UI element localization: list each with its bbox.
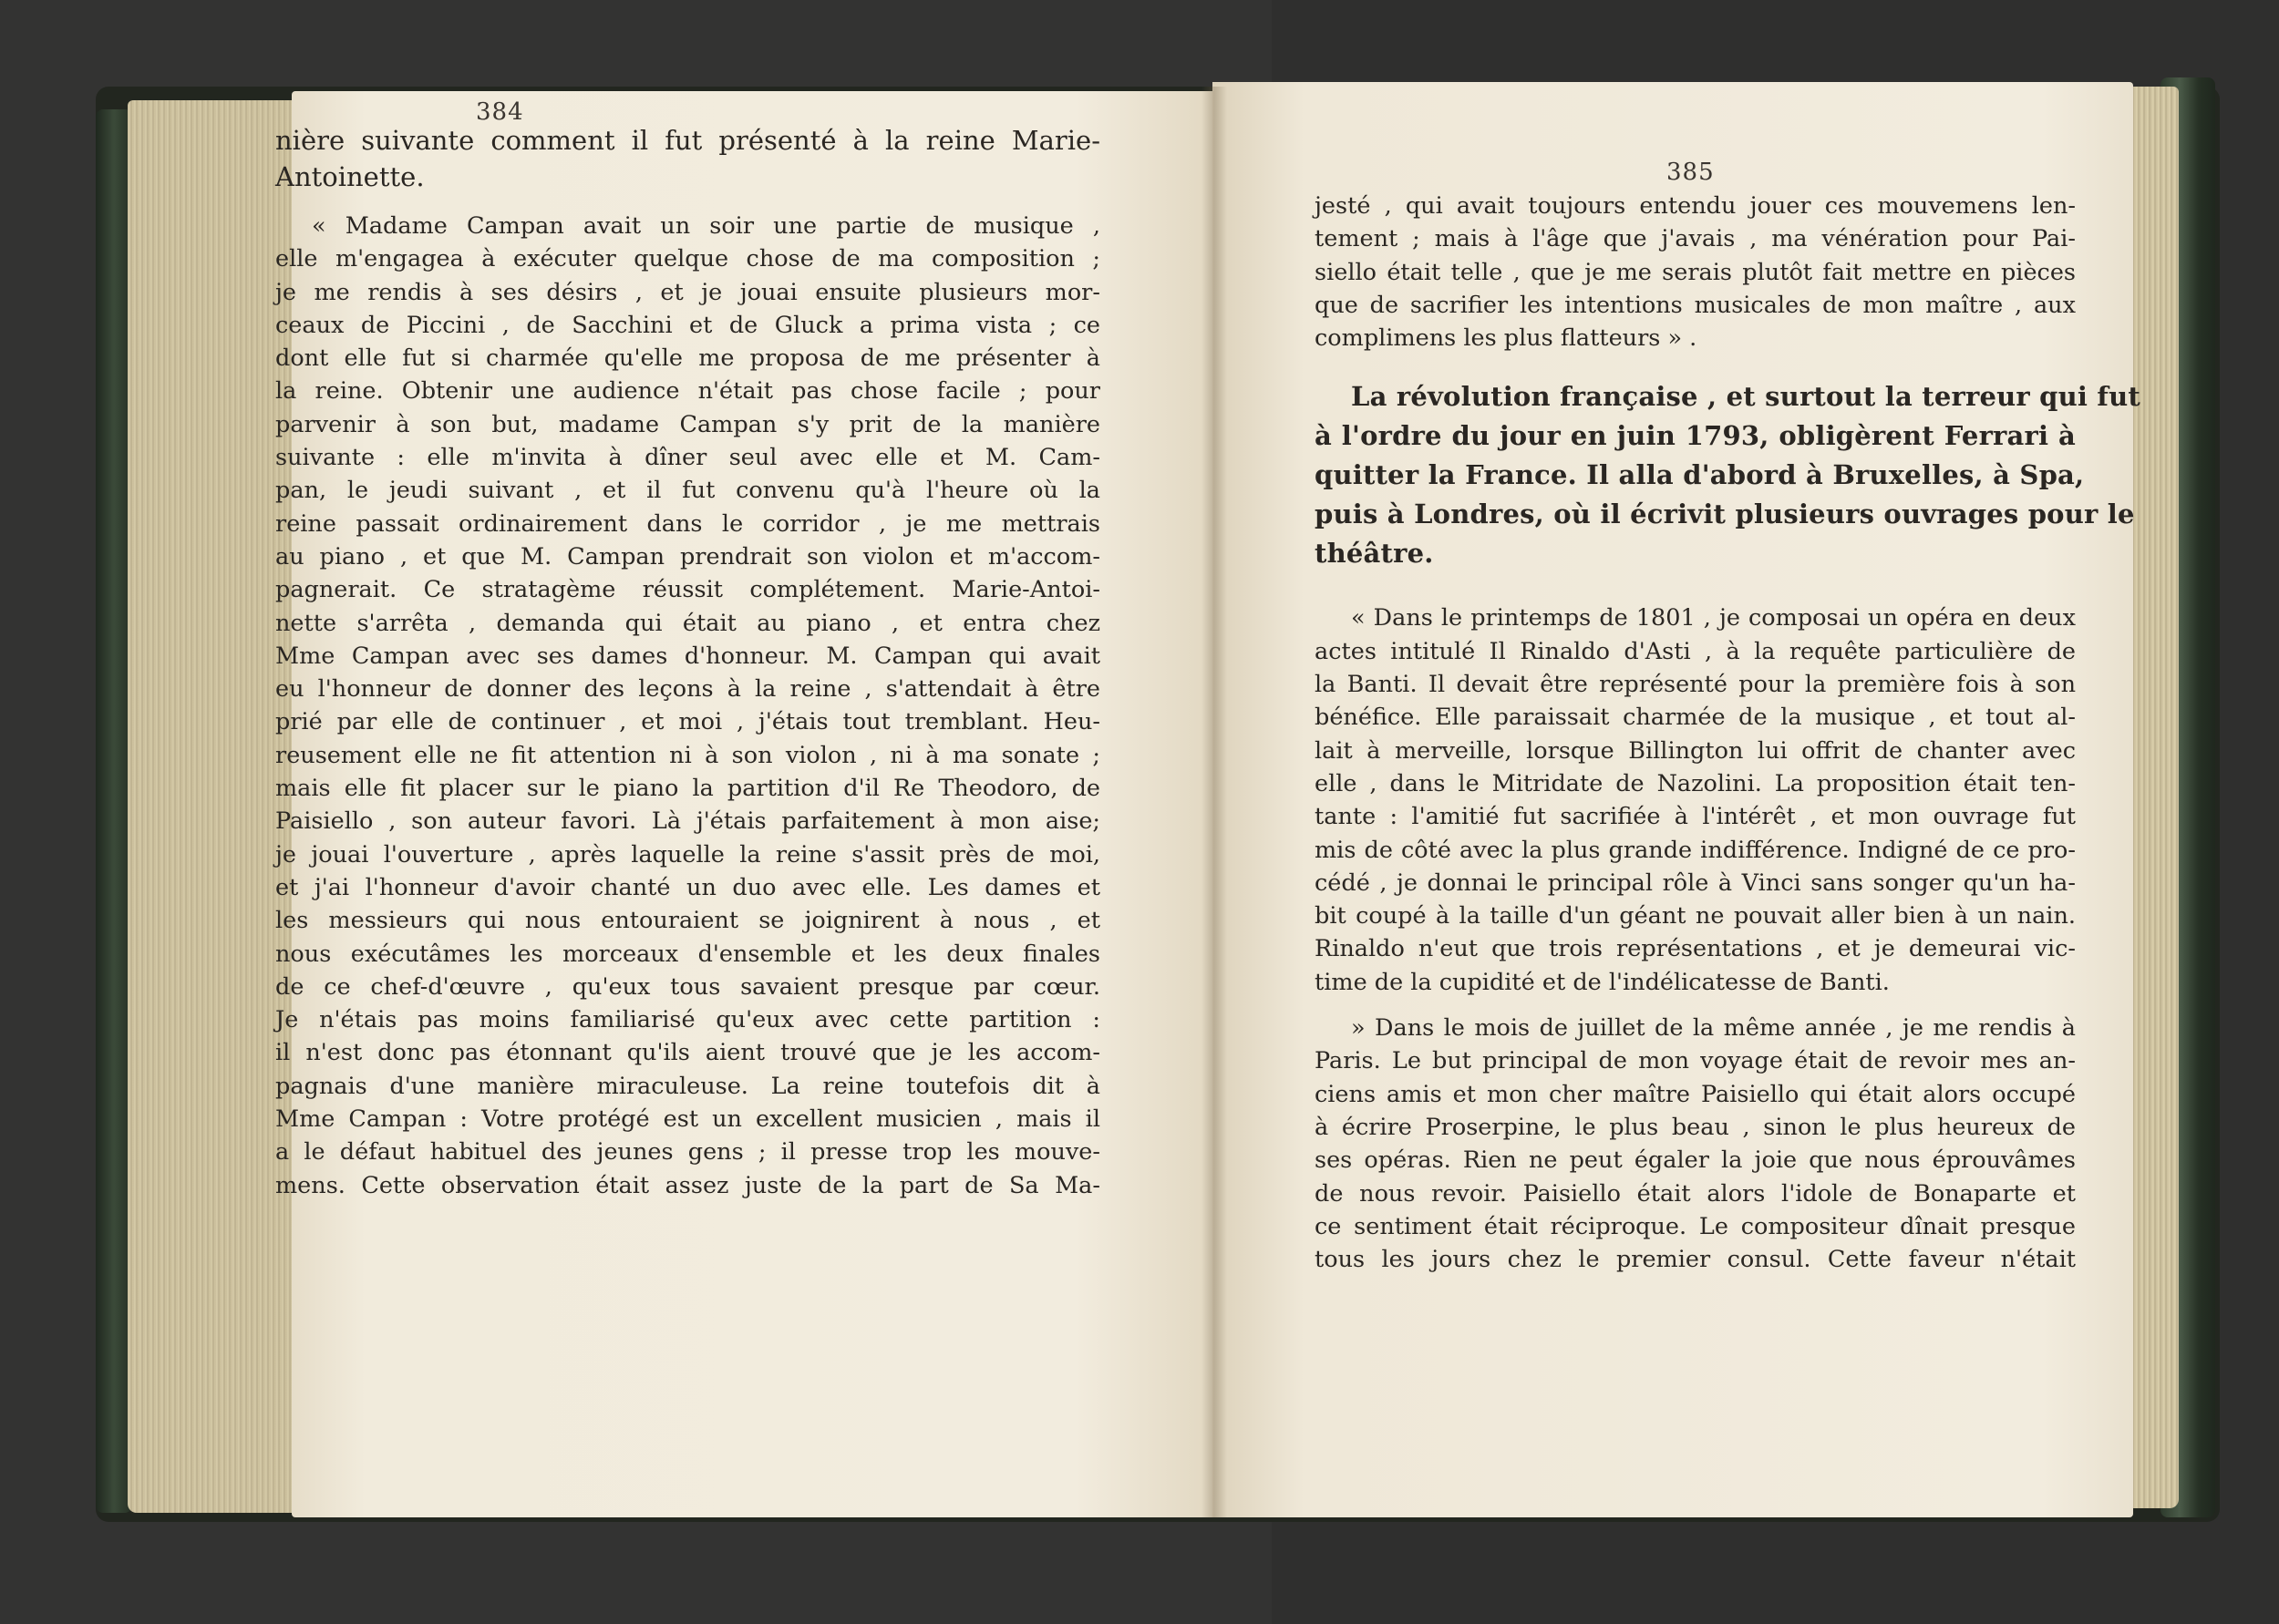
heading-line: nière suivante comment il fut présenté à la reine Marie- <box>275 125 1100 156</box>
text-line: parvenir à son but, madame Campan s'y prit de la manière <box>275 410 1100 438</box>
text-line: ceaux de Piccini , de Sacchini et de Gluck a prima vista ; ce <box>275 311 1100 339</box>
text-line: Rinaldo n'eut que trois représentations , et je demeurai vic- <box>1315 935 2076 963</box>
text-line: suivante : elle m'invita à dîner seul avec elle et M. Cam- <box>275 444 1100 472</box>
text-line: » Dans le mois de juillet de la même année , je me rendis à <box>1351 1014 2076 1043</box>
gutter <box>1201 87 1227 1517</box>
text-line: je me rendis à ses désirs , et je jouai ensuite plusieurs mor- <box>275 278 1100 306</box>
paragraph-gap <box>1315 355 2076 380</box>
cover-edge-left <box>96 109 132 1513</box>
bold-text-line: quitter la France. Il alla d'abord à Bruxelles, à Spa, <box>1315 459 2085 491</box>
text-line: tante : l'amitié fut sacrifiée à l'intérêt , et mon ouvrage fut <box>1315 803 2076 831</box>
left-page-text <box>275 124 1100 1202</box>
text-line: au piano , et que M. Campan prendrait son violon et m'accom- <box>275 542 1100 570</box>
right-page <box>1212 82 2140 1517</box>
text-line: les messieurs qui nous entouraient se joignirent à nous , et <box>275 907 1100 935</box>
text-line: nous exécutâmes les morceaux d'ensemble et les deux finales <box>275 940 1100 968</box>
text-line: pan, le jeudi suivant , et il fut convenu qu'à l'heure où la <box>275 477 1100 505</box>
text-line: et j'ai l'honneur d'avoir chanté un duo avec elle. Les dames et <box>275 873 1100 901</box>
left-heading <box>275 124 1100 197</box>
text-line: tous les jours chez le premier consul. Cette faveur n'était <box>1315 1246 2076 1274</box>
paragraph-gap <box>275 197 1100 210</box>
text-line: de nous revoir. Paisiello était alors l'idole de Bonaparte et <box>1315 1179 2076 1208</box>
text-line: actes intitulé Il Rinaldo d'Asti , à la requête particulière de <box>1315 637 2076 665</box>
text-line: « Dans le printemps de 1801 , je composai un opéra en deux <box>1351 604 2076 632</box>
text-line: lait à merveille, lorsque Billington lui offrit de chanter avec <box>1315 736 2076 765</box>
text-line: elle m'engagea à exécuter quelque chose de ma composition ; <box>275 245 1100 273</box>
text-line: pagnerait. Ce stratagème réussit complétement. Marie-Antoi- <box>275 576 1100 604</box>
text-line: la Banti. Il devait être représenté pour la première fois à son <box>1315 671 2076 699</box>
text-line: mais elle fit placer sur le piano la partition d'il Re Theodoro, de <box>275 775 1100 803</box>
text-line: nette s'arrêta , demanda qui était au piano , et entra chez <box>275 609 1100 637</box>
text-line: de ce chef-d'œuvre , qu'eux tous savaient presque par cœur. <box>275 972 1100 1001</box>
text-line: Mme Campan avec ses dames d'honneur. M. Campan qui avait <box>275 642 1100 670</box>
bold-text-line: puis à Londres, où il écrivit plusieurs ouvrages pour le <box>1315 499 2135 530</box>
text-line: à écrire Proserpine, le plus beau , sinon le plus heureux de <box>1315 1113 2076 1141</box>
text-line: eu l'honneur de donner des leçons à la reine , s'attendait à être <box>275 675 1100 704</box>
text-line: a le défaut habituel des jeunes gens ; il presse trop les mouve- <box>275 1138 1100 1167</box>
left-page <box>275 91 1212 1517</box>
text-line: « Madame Campan avait un soir une partie de musique , <box>312 212 1100 240</box>
text-line: ce sentiment était réciproque. Le compositeur dînait presque <box>1315 1212 2076 1240</box>
right-page-text <box>1315 190 2140 1276</box>
page-number-right: 385 <box>1666 159 1715 186</box>
paragraph-gap <box>1315 999 2076 1012</box>
heading-line: Antoinette. <box>275 161 425 192</box>
text-line: je jouai l'ouverture , après laquelle la reine s'assit près de moi, <box>275 840 1100 869</box>
page-number-left: 384 <box>476 98 524 126</box>
text-line: reine passait ordinairement dans le corridor , je me mettrais <box>275 509 1100 538</box>
text-line: il n'est donc pas étonnant qu'ils aient trouvé que je les accom- <box>275 1039 1100 1067</box>
text-line: dont elle fut si charmée qu'elle me proposa de me présenter à <box>275 344 1100 373</box>
bold-text-line: théâtre. <box>1315 538 1434 570</box>
bold-paragraph <box>1315 380 2140 576</box>
text-line: bit coupé à la taille d'un géant ne pouvait aller bien à un nain. <box>1315 902 2076 930</box>
text-line: time de la cupidité et de l'indélicatesse de Banti. <box>1315 968 1890 996</box>
text-line: elle , dans le Mitridate de Nazolini. La proposition était ten- <box>1315 769 2076 797</box>
text-line: Paris. Le but principal de mon voyage était de revoir mes an- <box>1315 1047 2076 1075</box>
text-line: la reine. Obtenir une audience n'était pas chose facile ; pour <box>275 377 1100 406</box>
text-line: jesté , qui avait toujours entendu jouer ces mouvemens len- <box>1315 192 2076 220</box>
text-line: complimens les plus flatteurs » . <box>1315 324 1697 353</box>
bold-text-line: La révolution française , et surtout la terreur qui fut <box>1351 381 2140 413</box>
text-line: mens. Cette observation était assez juste de la part de Sa Ma- <box>275 1171 1100 1199</box>
text-line: siello était telle , que je me serais plutôt fait mettre en pièces <box>1315 258 2076 286</box>
text-line: prié par elle de continuer , et moi , j'étais tout tremblant. Heu- <box>275 708 1100 736</box>
text-line: Je n'étais pas moins familiarisé qu'eux avec cette partition : <box>275 1006 1100 1034</box>
text-line: tement ; mais à l'âge que j'avais , ma vénération pour Pai- <box>1315 225 2076 253</box>
text-line: cédé , je donnai le principal rôle à Vinci sans songer qu'un ha- <box>1315 869 2076 897</box>
text-line: Mme Campan : Votre protégé est un excellent musicien , mais il <box>275 1105 1100 1134</box>
bold-text-line: à l'ordre du jour en juin 1793, obligèrent Ferrari à <box>1315 420 2076 452</box>
text-line: ciens amis et mon cher maître Paisiello qui était alors occupé <box>1315 1080 2076 1108</box>
text-line: ses opéras. Rien ne peut égaler la joie que nous éprouvâmes <box>1315 1146 2076 1175</box>
text-line: Paisiello , son auteur favori. Là j'étais parfaitement à mon aise; <box>275 807 1100 836</box>
text-line: mis de côté avec la plus grande indifférence. Indigné de ce pro- <box>1315 836 2076 864</box>
text-line: reusement elle ne fit attention ni à son violon , ni à ma sonate ; <box>275 741 1100 769</box>
paragraph-gap <box>1315 576 2076 601</box>
text-line: pagnais d'une manière miraculeuse. La reine toutefois dit à <box>275 1072 1100 1100</box>
text-line: que de sacrifier les intentions musicales de mon maître , aux <box>1315 291 2076 319</box>
text-line: bénéfice. Elle paraissait charmée de la musique , et tout al- <box>1315 704 2076 732</box>
